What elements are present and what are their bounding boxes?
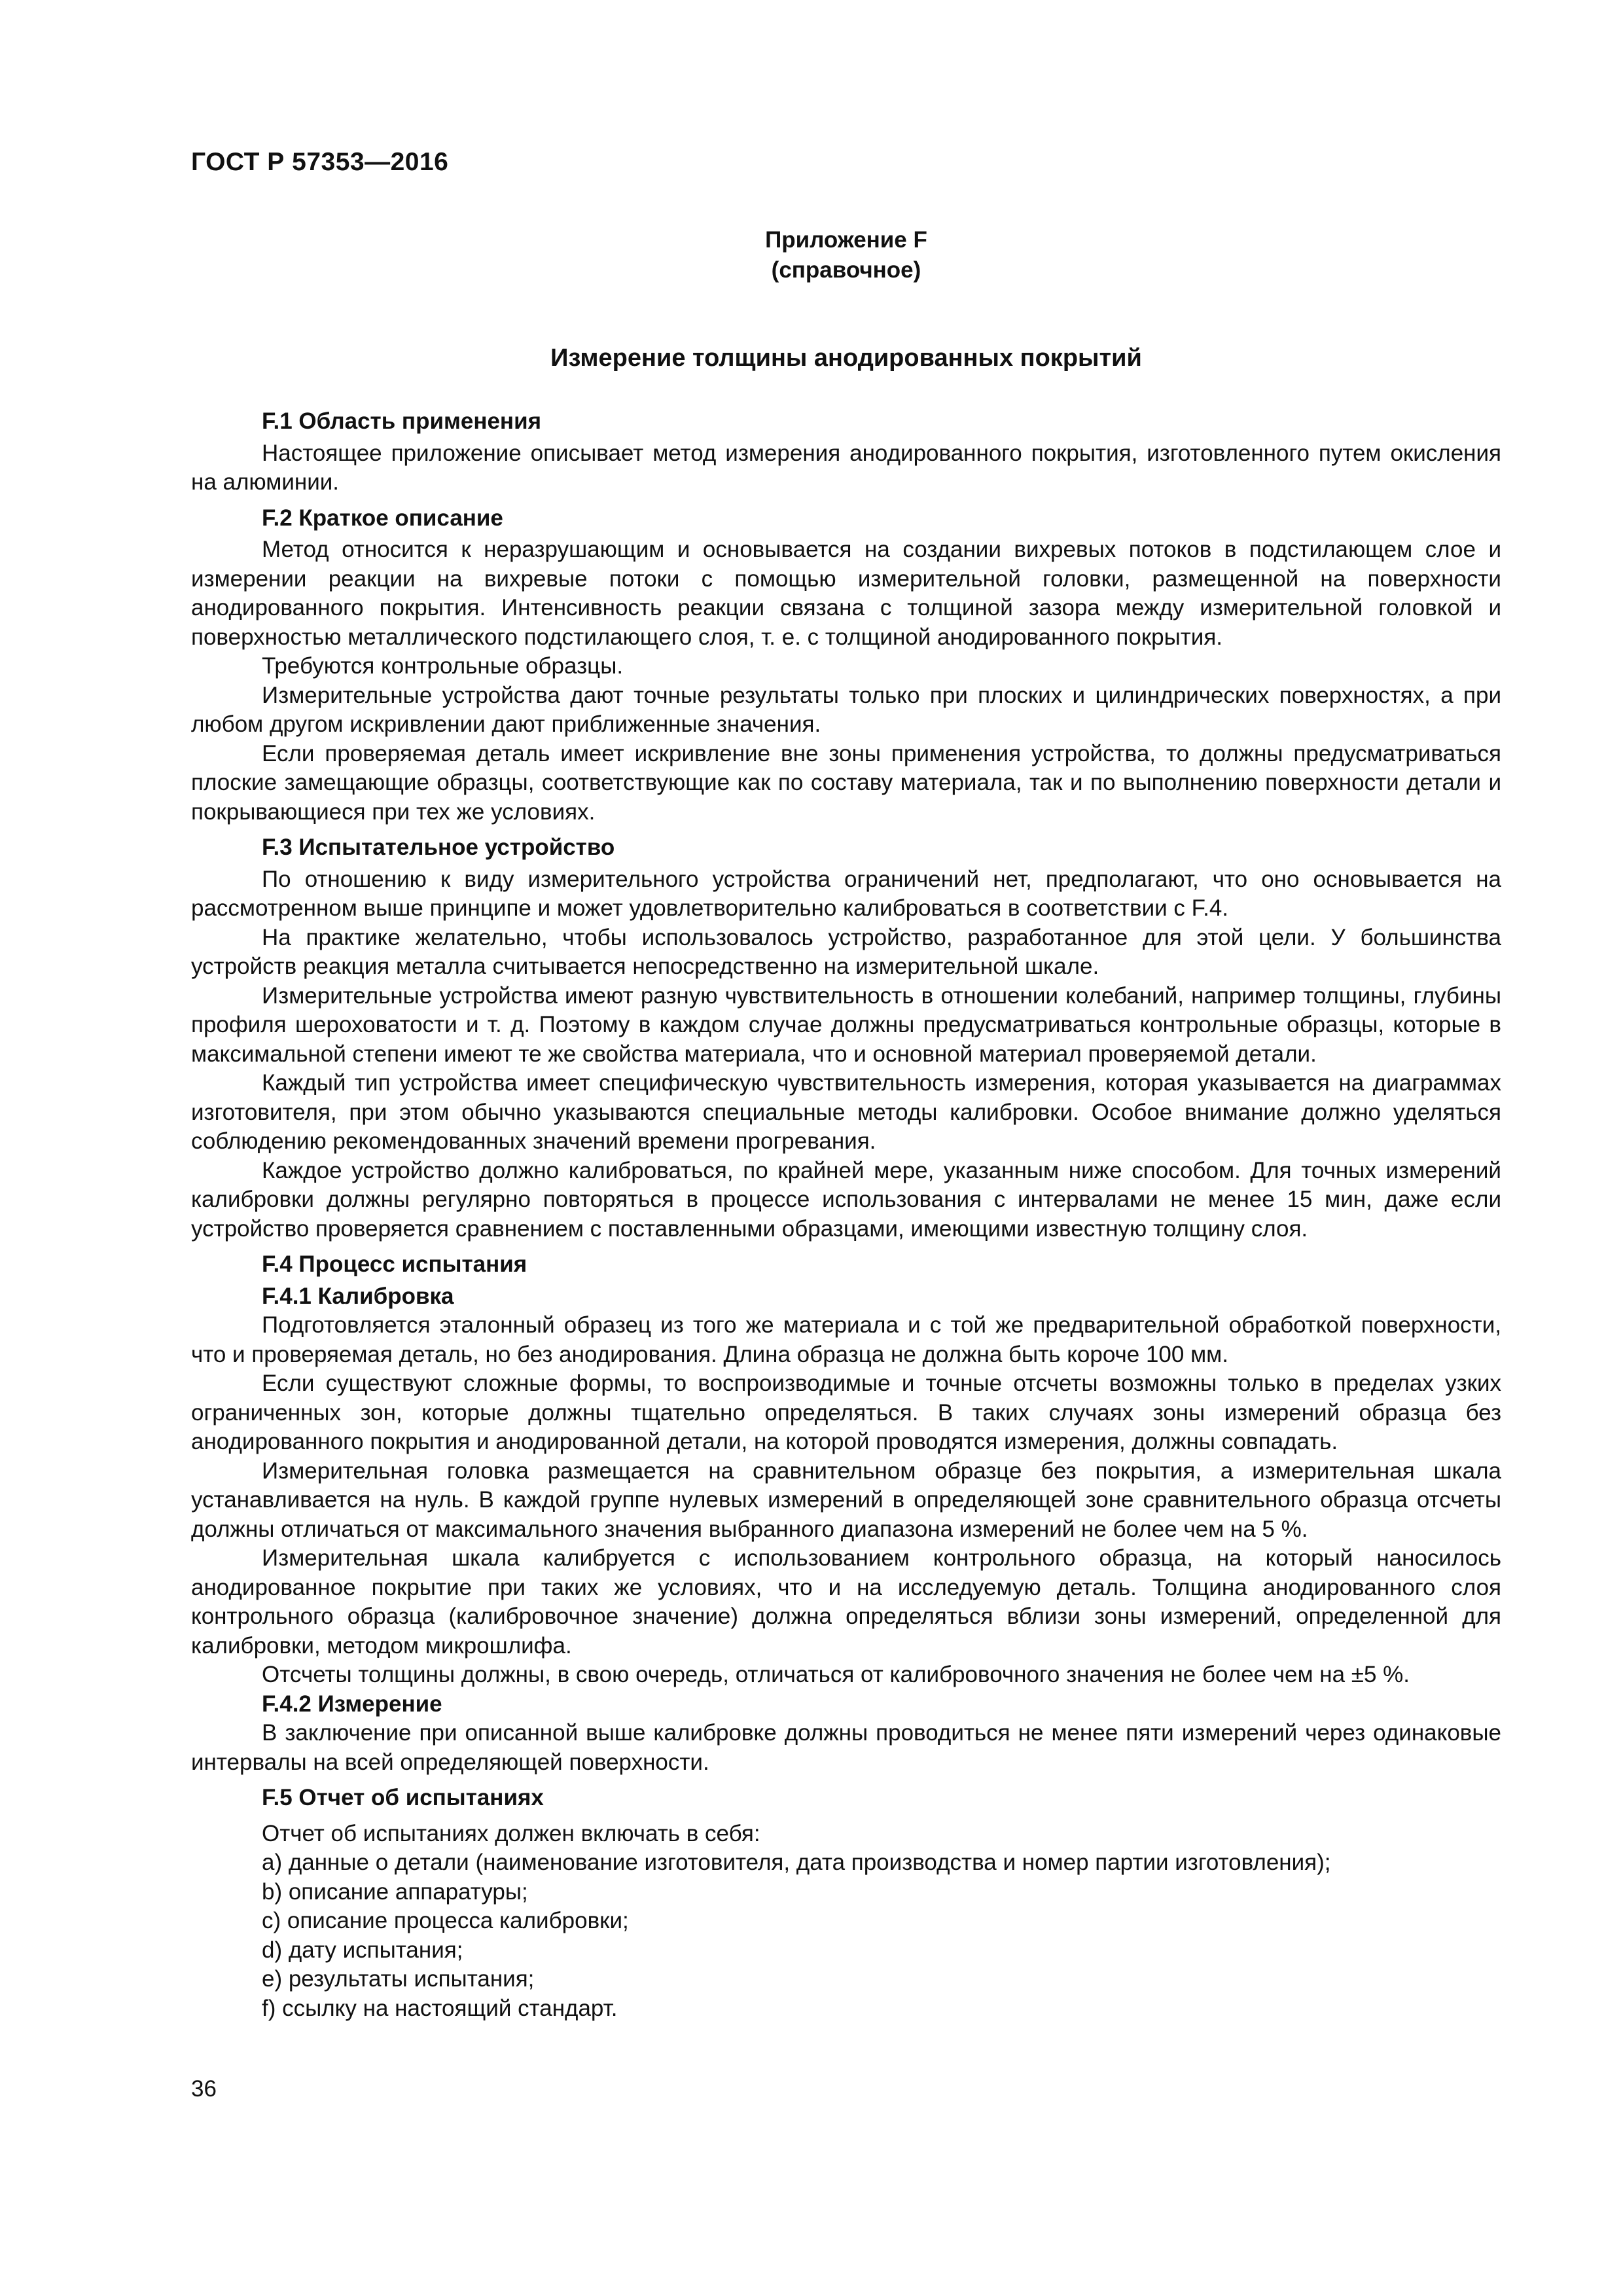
standard-header: ГОСТ Р 57353—2016: [191, 148, 449, 176]
document-body: [191, 407, 1501, 2023]
list-item: e) результаты испытания;: [262, 1966, 535, 1992]
paragraph: В заключение при описанной выше калибровке должны проводиться не менее пяти измерений через одинаковые интервалы на всей определяющей поверхности.: [191, 1720, 1501, 1775]
subsection-heading-f42: F.4.2 Измерение: [262, 1691, 442, 1717]
list-item: b) описание аппаратуры;: [262, 1878, 528, 1905]
subsection-heading-f41: F.4.1 Калибровка: [262, 1283, 454, 1309]
paragraph: Измерительные устройства имеют разную чувствительность в отношении колебаний, например толщины, глубины профиля шероховатости и т. д. Поэтому в каждом случае должны предусматриваться контрольные образцы, которые в максимальной степени имеют те же свойства материала, что и основной материал проверяемой детали.: [191, 982, 1501, 1067]
paragraph: Отчет об испытаниях должен включать в себя:: [262, 1820, 760, 1846]
section-heading-f2: F.2 Краткое описание: [262, 505, 503, 531]
paragraph: Измерительные устройства дают точные результаты только при плоских и цилиндрических поверхностях, а при любом другом искривлении дают приближенные значения.: [191, 682, 1501, 737]
annex-type: (справочное): [771, 257, 921, 283]
section-heading-f5: F.5 Отчет об испытаниях: [262, 1785, 544, 1810]
list-item: a) данные о детали (наименование изготовителя, дата производства и номер партии изготовления);: [262, 1850, 1331, 1875]
paragraph: Каждый тип устройства имеет специфическую чувствительность измерения, которая указывается на диаграммах изготовителя, при этом обычно указываются специальные методы калибровки. Особое внимание должно уделяться соблюдению рекомендованных значений времени прогревания.: [191, 1070, 1501, 1154]
paragraph: По отношению к виду измерительного устройства ограничений нет, предполагают, что оно основывается на рассмотренном выше принципе и может удовлетворительно калиброваться в соответствии с F.4.: [191, 866, 1501, 921]
paragraph: Каждое устройство должно калиброваться, по крайней мере, указанным ниже способом. Для точных измерений калибровки должны регулярно повторяться в процессе использования с интервалами не менее 15 мин, даже если устройство проверяется сравнением с поставленными образцами, имеющими известную толщину слоя.: [191, 1157, 1501, 1242]
list-item: d) дату испытания;: [262, 1937, 463, 1963]
annex-title: Приложение F: [765, 227, 927, 253]
section-heading-f3: F.3 Испытательное устройство: [262, 834, 615, 860]
annex-heading: Измерение толщины анодированных покрытий: [550, 344, 1142, 372]
paragraph: Отсчеты толщины должны, в свою очередь, отличаться от калибровочного значения не более чем на ±5 %.: [262, 1662, 1410, 1687]
list-item: f) ссылку на настоящий стандарт.: [262, 1995, 618, 2021]
page-number: 36: [191, 2076, 217, 2102]
paragraph: Метод относится к неразрушающим и основывается на создании вихревых потоков в подстилающем слое и измерении реакции на вихревые потоки с помощью измерительной головки, размещенной на поверхности анодированного покрытия. Интенсивность реакции связана с толщиной зазора между измерительной головкой и поверхностью металлического подстилающего слоя, т. е. с толщиной анодированного покрытия.: [191, 537, 1501, 650]
paragraph: Если проверяемая деталь имеет искривление вне зоны применения устройства, то должны предусматриваться плоские замещающие образцы, соответствующие как по составу материала, так и по выполнению поверхности детали и покрывающиеся при тех же условиях.: [191, 740, 1501, 825]
section-heading-f4: F.4 Процесс испытания: [262, 1251, 527, 1277]
paragraph: Измерительная шкала калибруется с использованием контрольного образца, на который наносилось анодированное покрытие при таких же условиях, что и на исследуемую деталь. Толщина анодированного слоя контрольного образца (калибровочное значение) должна определяться вблизи зоны измерений, определенной для калибровки, методом микрошлифа.: [191, 1545, 1501, 1659]
paragraph: Настоящее приложение описывает метод измерения анодированного покрытия, изготовленного путем окисления на алюминии.: [191, 440, 1501, 495]
section-heading-f1: F.1 Область применения: [262, 408, 542, 434]
list-item: c) описание процесса калибровки;: [262, 1908, 629, 1933]
paragraph: Требуются контрольные образцы.: [262, 653, 624, 679]
paragraph: На практике желательно, чтобы использовалось устройство, разработанное для этой цели. У большинства устройств реакция металла считывается непосредственно на измерительной шкале.: [191, 924, 1501, 979]
paragraph: Если существуют сложные формы, то воспроизводимые и точные отсчеты возможны только в пределах узких ограниченных зон, которые должны тщательно определяться. В таких случаях зоны измерений образца без анодированного покрытия и анодированной детали, на которой проводятся измерения, должны совпадать.: [191, 1371, 1501, 1454]
paragraph: Подготовляется эталонный образец из того же материала и с той же предварительной обработкой поверхности, что и проверяемая деталь, но без анодирования. Длина образца не должна быть короче 100 мм.: [191, 1312, 1501, 1367]
paragraph: Измерительная головка размещается на сравнительном образце без покрытия, а измерительная шкала устанавливается на нуль. В каждой группе нулевых измерений в определяющей зоне сравнительного образца отсчеты должны отличаться от максимального значения выбранного диапазона измерений не более чем на 5 %.: [191, 1458, 1501, 1542]
